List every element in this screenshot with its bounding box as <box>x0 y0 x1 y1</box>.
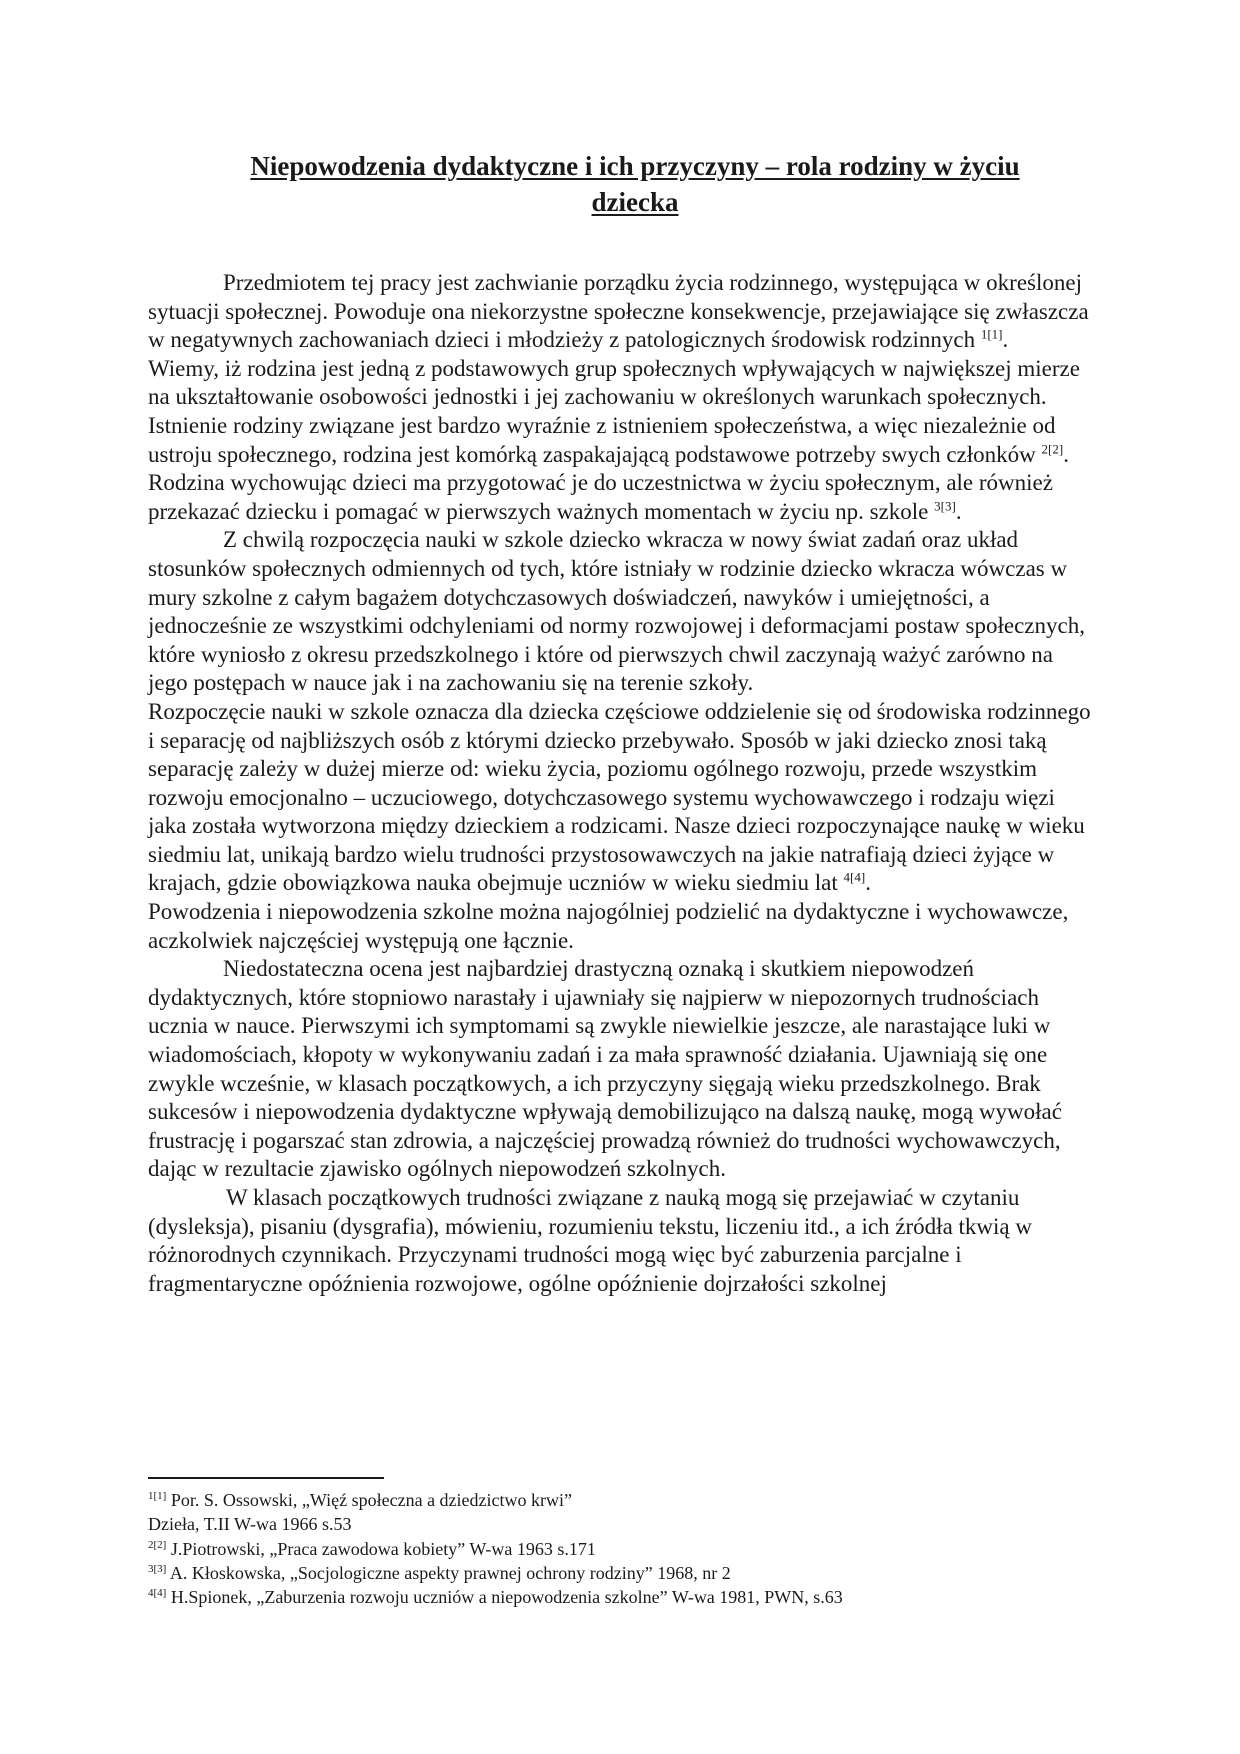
document-title <box>150 148 1120 220</box>
footnote-ref: 4[4] <box>843 869 866 885</box>
document-body <box>148 269 1093 1298</box>
footnote-1-continued: Dzieła, T.II W-wa 1966 s.53 <box>148 1514 352 1535</box>
footnote-4: $^{4[4]}$ H.Spionek, „Zaburzenia rozwoju uczniów a niepowodzenia szkolne” W-wa 1981, PWN, s.63 <box>148 1587 843 1608</box>
paragraph-4: Rozpoczęcie nauki w szkole oznacza dla dziecka częściowe oddzielenie się od środowiska rodzinnego i separację od najbliższych osób z którymi dziecko przebywało. Sposób w jaki dziecko znosi taką separację zależy w dużej mierze od: wieku życia, poziomu ogólnego rozwoju, przede wszystkim rozwoju emocjonalno – uczuciowego, dotychczasowego systemu wychowawczego i rodzaju więzi jaka została wytworzona między dzieckiem a rodzicami. Nasze dzieci rozpoczynające naukę w wieku siedmiu lat, unikają bardzo wielu trudności przystosowawczych na jakie natrafiają dzieci żyjące w krajach, gdzie obowiązkowa nauka obejmuje uczniów w wieku siedmiu lat $^{4[4]}$. <box>148 698 1091 896</box>
footnote-3: $^{3[3]}$ A. Kłoskowska, „Socjologiczne aspekty prawnej ochrony rodziny” 1968, nr 2 <box>148 1562 731 1583</box>
footnote-ref: 2[2] <box>1041 440 1064 456</box>
footnotes <box>148 1488 1093 1609</box>
paragraph-6: Niedostateczna ocena jest najbardziej drastyczną oznaką i skutkiem niepowodzeń dydaktycznych, które stopniowo narastały i ujawniały się najpierw w niepozornych trudnościach ucznia w nauce. Pierwszymi ich symptomami są zwykle niewielkie jeszcze, ale narastające luki w wiadomościach, kłopoty w wykonywaniu zadań i za mała sprawność działania. Ujawniają się one zwykle wcześnie, w klasach początkowych, a ich przyczyny sięgają wieku przedszkolnego. Brak sukcesów i niepowodzenia dydaktyczne wpływają demobilizująco na dalszą naukę, mogą wywołać frustrację i pogarszać stan zdrowia, a najczęściej prowadzą również do trudności wychowawczych, dając w rezultacie zjawisko ogólnych niepowodzeń szkolnych. <box>148 956 1062 1182</box>
footnote-2: $^{2[2]}$ J.Piotrowski, „Praca zawodowa kobiety” W-wa 1963 s.171 <box>148 1538 596 1559</box>
footnote-ref: 3[3] <box>934 498 956 514</box>
title-line-2: dziecka <box>591 187 679 217</box>
paragraph-5: Powodzenia i niepowodzenia szkolne można najogólniej podzielić na dydaktyczne i wychowawcze, aczkolwiek najczęściej występują one łącznie. <box>148 899 1069 953</box>
footnote-1: $^{1[1]}$ Por. S. Ossowski, „Więź społeczna a dziedzictwo krwi” <box>148 1490 572 1510</box>
paragraph-7: W klasach początkowych trudności związane z nauką mogą się przejawiać w czytaniu (dysleksja), pisaniu (dysgrafia), mówieniu, rozumieniu tekstu, liczeniu itd., a ich źródła tkwią w różnorodnych czynnikach. Przyczynami trudności mogą więc być zaburzenia parcjalne i fragmentaryczne opóźnienia rozwojowe, ogólne opóźnienie dojrzałości szkolnej <box>148 1185 1032 1296</box>
paragraph-2: Wiemy, iż rodzina jest jedną z podstawowych grup społecznych wpływających w największej mierze na ukształtowanie osobowości jednostki i jej zachowaniu w określonych warunkach społecznych. Istnienie rodziny związane jest bardzo wyraźnie z istnieniem społeczeństwa, a więc niezależnie od ustroju społecznego, rodzina jest komórką zaspakajającą podstawowe potrzeby swych członków $^{2[2]}$. Rodzina wychowując dzieci ma przygotować je do uczestnictwa w życiu społecznym, ale również przekazać dziecku i pomagać w pierwszych ważnych momentach w życiu np. szkole $^{3[3]}$. <box>148 355 1080 524</box>
paragraph-3: Z chwilą rozpoczęcia nauki w szkole dziecko wkracza w nowy świat zadań oraz układ stosunków społecznych odmiennych od tych, które istniały w rodzinie dziecko wkracza wówczas w mury szkolne z całym bagażem dotychczasowych doświadczeń, nawyków i umiejętności, a jednocześnie ze wszystkimi odchyleniami od normy rozwojowej i deformacjami postaw społecznych, które wyniosło z okresu przedszkolnego i które od pierwszych chwil zaczynają ważyć zarówno na jego postępach w nauce jak i na zachowaniu się na terenie szkoły. <box>148 527 1085 696</box>
title-line-1: Niepowodzenia dydaktyczne i ich przyczyny – rola rodziny w życiu <box>250 151 1020 181</box>
footnote-ref: 1[1] <box>980 326 1003 342</box>
footnote-separator <box>148 1477 384 1479</box>
paragraph-1: Przedmiotem tej pracy jest zachwianie porządku życia rodzinnego, występująca w określonej sytuacji społecznej. Powoduje ona niekorzystne społeczne konsekwencje, przejawiające się zwłaszcza w negatywnych zachowaniach dzieci i młodzieży z patologicznych środowisk rodzinnych $^{1[1]}$. <box>148 270 1089 353</box>
